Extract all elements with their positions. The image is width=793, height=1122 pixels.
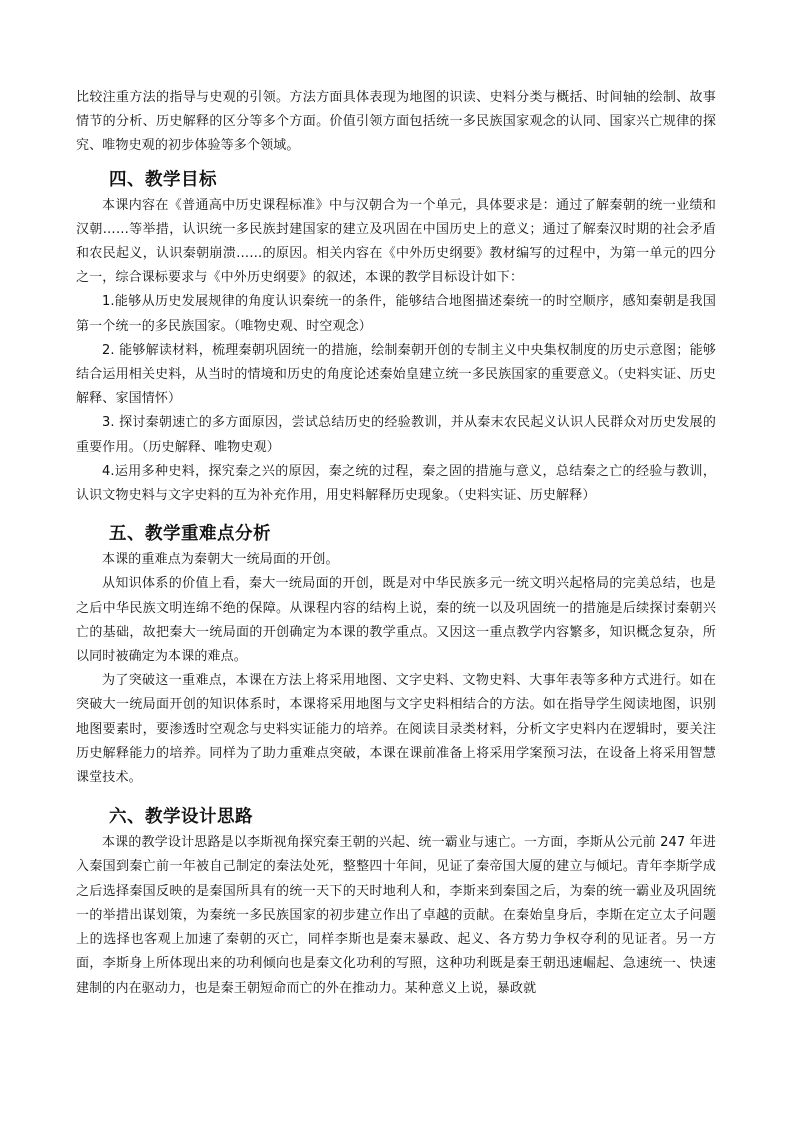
paragraph: 本课的教学设计思路是以李斯视角探究秦王朝的兴起、统一霸业与速亡。一方面，李斯从公元前 247 年进入秦国到秦亡前一年被自己制定的秦法处死，整整四十年间，见证了秦帝国大厦的建立与倾圮。青年李斯学成之后选择秦国反映的是秦国所具有的统一天下的天时地利人和，李斯来到秦国之后，为秦的统一霸业及巩固统一的举措出谋划策，为秦统一多民族国家的初步建立作出了卓越的贡献。在秦始皇身后，李斯在定立太子问题上的选择也客观上加速了秦朝的灭亡，同样李斯也是秦末暴政、起义、各方势力争权夺利的见证者。另一方面，李斯身上所体现出来的功利倾向也是秦文化功利的写照，这种功利既是秦王朝迅速崛起、急速统一、快速建制的内在驱动力，也是秦王朝短命而亡的外在推动力。某种意义上说，暴政就 — [76, 835, 716, 996]
goal-item-4: 4.运用多种史料，探究秦之兴的原因，秦之统的过程，秦之固的措施与意义，总结秦之亡的经验与教训，认识文物史料与文字史料的互为补充作用，用史料解释历史现象。（史料实证、历史解释） — [76, 463, 716, 504]
intro-paragraph: 比较注重方法的指导与史观的引领。方法方面具体表现为地图的识读、史料分类与概括、时间轴的绘制、故事情节的分析、历史解释的区分等多个方面。价值引领方面包括统一多民族国家观念的认同、国家兴亡规律的探究、唯物史观的初步体验等多个领域。 — [76, 90, 716, 154]
paragraph: 本课的重难点为秦朝大一统局面的开创。 — [102, 552, 339, 568]
goal-item-1: 1.能够从历史发展规律的角度认识秦统一的条件，能够结合地图描述秦统一的时空顺序，感知秦朝是我国第一个统一的多民族国家。（唯物史观、时空观念） — [76, 294, 716, 334]
paragraph: 从知识体系的价值上看，秦大一统局面的开创，既是对中华民族多元一统文明兴起格局的完美总结，也是之后中华民族文明连绵不绝的保障。从课程内容的结构上说，秦的统一以及巩固统一的措施是后续探讨秦朝兴亡的基础，故把秦大一统局面的开创确定为本课的教学重点。又因这一重点教学内容繁多，知识概念复杂，所以同时被确定为本课的难点。 — [76, 576, 716, 665]
document-page — [76, 86, 716, 1001]
section-heading-key-difficulties: 五、教学重难点分析 — [109, 524, 271, 545]
goal-item-3: 3. 探讨秦朝速亡的多方面原因，尝试总结历史的经验教训，并从秦末农民起义认识人民群众对历史发展的重要作用。（历史解释、唯物史观） — [76, 415, 716, 455]
section-heading-teaching-goals: 四、教学目标 — [109, 169, 217, 190]
goal-item-2: 2. 能够解读材料，梳理秦朝巩固统一的措施，绘制秦朝开创的专制主义中央集权制度的历史示意图；能够结合运用相关史料，从当时的情境和历史的角度论述秦始皇建立统一多民族国家的重要意义。（史料实证、历史解释、家国情怀） — [76, 342, 716, 407]
paragraph: 本课内容在《普通高中历史课程标准》中与汉朝合为一个单元，具体要求是：通过了解秦朝的统一业绩和汉朝……等举措，认识统一多民族封建国家的建立及巩固在中国历史上的意义；通过了解秦汉时期的社会矛盾和农民起义，认识秦朝崩溃……的原因。相关内容在《中外历史纲要》教材编写的过程中，为第一单元的四分之一，综合课标要求与《中外历史纲要》的叙述，本课的教学目标设计如下： — [76, 197, 716, 286]
paragraph: 为了突破这一重难点，本课在方法上将采用地图、文字史料、文物史料、大事年表等多种方式进行。如在突破大一统局面开创的知识体系时，本课将采用地图与文字史料相结合的方法。如在指导学生阅读地图，识别地图要素时，要渗透时空观念与史料实证能力的培养。在阅读目录类材料，分析文字史料内在逻辑时，要关注历史解释能力的培养。同样为了助力重难点突破，本课在课前准备上将采用学案预习法，在设备上将采用智慧课堂技术。 — [76, 673, 716, 786]
section-heading-design-approach: 六、教学设计思路 — [109, 807, 253, 828]
